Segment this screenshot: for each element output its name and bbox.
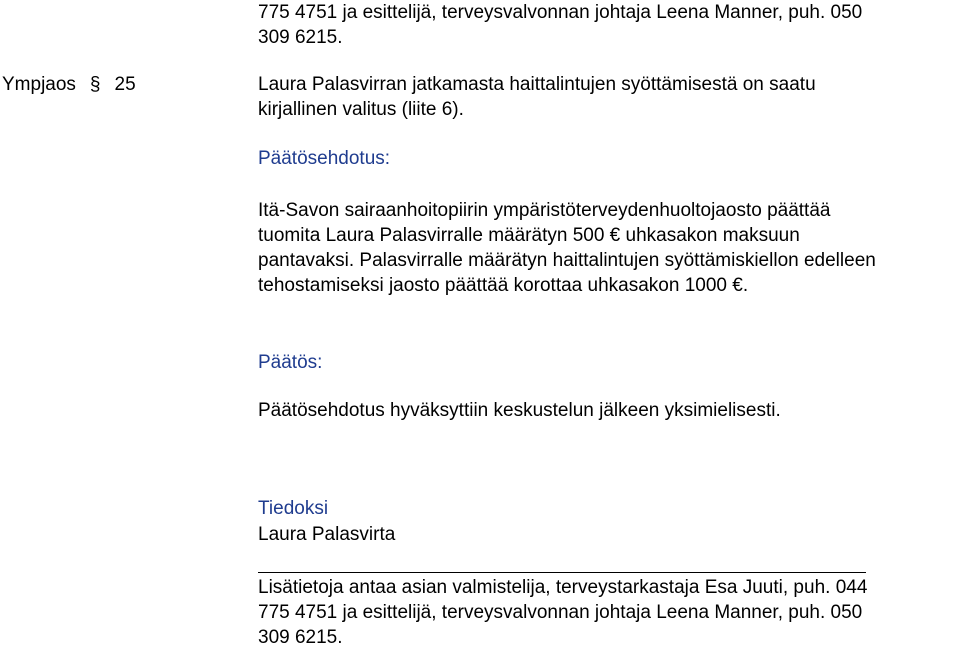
intro-paragraph [258, 72, 958, 122]
bottom-contact-info [258, 575, 958, 650]
proposal-line-4: tehostamiseksi jaosto päättää korottaa uhkasakon 1000 €. [258, 275, 749, 296]
proposal-line-1: Itä-Savon sairaanhoitopiirin ympäristöterveydenhuoltojaosto päättää [258, 200, 831, 221]
decision-heading: Päätös: [258, 352, 323, 373]
paragraph-symbol: § [89, 74, 101, 95]
notice-recipient: Laura Palasvirta [258, 524, 396, 545]
bottom-contact-line-2: 775 4751 ja esittelijä, terveysvalvonnan johtaja Leena Manner, puh. 050 [258, 602, 863, 623]
proposal-paragraph [258, 198, 958, 298]
top-contact-info [258, 0, 958, 50]
separator-line [258, 572, 866, 573]
section-reference [2, 72, 136, 97]
top-contact-line-1: 775 4751 ja esittelijä, terveysvalvonnan johtaja Leena Manner, puh. 050 [258, 2, 863, 23]
proposal-line-3: pantavaksi. Palasvirralle määrätyn haittalintujen syöttämiskiellon edelleen [258, 250, 876, 271]
bottom-contact-line-1: Lisätietoja antaa asian valmistelija, terveystarkastaja Esa Juuti, puh. 044 [258, 577, 868, 598]
bottom-contact-line-3: 309 6215. [258, 627, 343, 648]
intro-line-1: Laura Palasvirran jatkamasta haittalintujen syöttämisestä on saatu [258, 74, 816, 95]
section-label: Ympjaos [2, 74, 76, 95]
section-number: 25 [114, 74, 136, 95]
notice-heading: Tiedoksi [258, 498, 329, 519]
proposal-heading: Päätösehdotus: [258, 148, 391, 169]
top-contact-line-2: 309 6215. [258, 27, 343, 48]
decision-text: Päätösehdotus hyväksyttiin keskustelun jälkeen yksimielisesti. [258, 400, 781, 421]
proposal-line-2: tuomita Laura Palasvirralle määrätyn 500 € uhkasakon maksuun [258, 225, 800, 246]
intro-line-2: kirjallinen valitus (liite 6). [258, 99, 464, 120]
